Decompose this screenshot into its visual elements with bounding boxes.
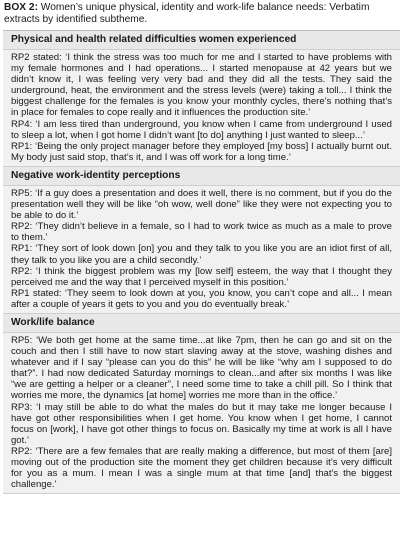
section-work-life <box>3 314 400 494</box>
quote: RP2: ‘There are a few females that are really making a difference, but most of them [are] moving out of the production site the moment they get children because it’s very difficult for you as a mum. I mean I was a single mum at that time [and] that’s the biggest challenge.’ <box>11 445 392 491</box>
quote: RP1: ‘Being the only project manager before they employed [my boss] I actually burnt out. My body just said stop, that’s it, and I was off work for a long time.’ <box>11 140 392 163</box>
quote: RP2 stated: ‘I think the stress was too much for me and I started to have problems with my female hormones and I had operations... I started menopause at 42 years but we didn’t know it, I was feeling very very bad and they did all the tests. They said the underground, heat, the environment and the stress levels (were) taking a toll... I think the biggest challenge for the females is you know your monthly cycles, there’s nothing that’s in place for females to cope really and it influences the production site.’ <box>11 52 392 119</box>
quote: RP3: ‘I may still be able to do what the males do but it may take me longer because I have got other responsibilities when I get home. You know when I get home, I cannot focus on [work], I have got other things to focus on. Basically my time at work is all I have got.’ <box>11 401 392 446</box>
quote: RP1 stated: ‘They seem to look down at you, you know, you can’t cope and all... I mean after a couple of years it gets to you and you do eventually break.’ <box>11 287 392 310</box>
section-title: Work/life balance <box>3 314 400 333</box>
section-physical <box>3 31 400 167</box>
quote: RP1: ‘They sort of look down [on] you and they talk to you like you are an idiot first of all, they talk to you like you are a child secondly.’ <box>11 243 392 266</box>
quote: RP5: ‘We both get home at the same time...at like 7pm, then he can go and sit on the couch and then I still have to now start slaving away at the stove, washing dishes and whatever and if I say “please can you do this” he will be like “why am I supposed to do that?”. I had now dedicated Saturday mornings to clean...and after six months I was like “we are getting a helper or a cleaner”, I need some time to take a chill pill. So I think that worries me more, the dynamics [at home] worries me more than in the office.’ <box>11 334 392 402</box>
quote: RP4: ‘I am less tired than underground, you know when I came from underground I used to sleep a lot, when I got home I didn’t want [to do] anything I just wanted to sleep...’ <box>11 118 392 141</box>
caption-text: Women’s unique physical, identity and work-life balance needs: Verbatim extracts by identified subtheme. <box>4 2 370 25</box>
quote: RP2: ‘They didn’t believe in a female, so I had to work twice as much as a male to prove to them.’ <box>11 221 392 244</box>
section-quotes <box>3 50 400 167</box>
section-title: Negative work-identity perceptions <box>3 167 400 186</box>
section-identity <box>3 167 400 314</box>
section-quotes <box>3 186 400 314</box>
quote: RP2: ‘I think the biggest problem was my [low self] esteem, the way that I thought they perceived me and the way that I perceived myself in this position.’ <box>11 265 392 288</box>
caption-label: BOX 2: <box>4 2 38 13</box>
section-title: Physical and health related difficulties women experienced <box>3 31 400 50</box>
subtheme-panel <box>3 30 400 494</box>
box-caption <box>0 0 403 26</box>
section-quotes <box>3 333 400 494</box>
quote: RP5: ‘If a guy does a presentation and does it well, there is no comment, but if you do the presentation well they will be like “oh wow, well done” like they were not expecting you to be able to do it.’ <box>11 187 392 222</box>
